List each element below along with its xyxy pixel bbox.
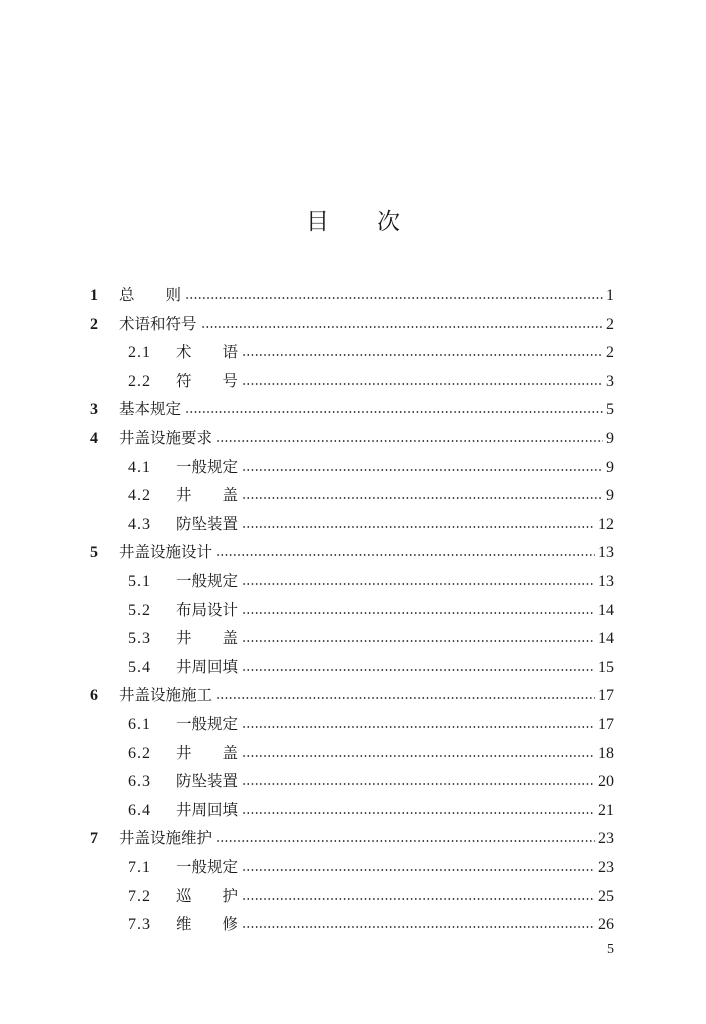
- page-number: 5: [607, 942, 614, 957]
- toc-entry-number: 4.3: [128, 515, 151, 533]
- toc-entry[interactable]: [0, 763, 706, 791]
- toc-entry-label: 井 盖: [176, 629, 239, 648]
- toc-entry-number: 4: [90, 430, 98, 447]
- toc-entry-label: 一般规定: [176, 715, 239, 733]
- toc-entry[interactable]: [0, 592, 706, 620]
- toc-entry-page: 17: [598, 687, 614, 705]
- toc-entry-page: 21: [598, 801, 614, 819]
- toc-entry-page: 2: [606, 344, 614, 362]
- toc-entry[interactable]: [0, 820, 706, 848]
- toc-entry-number: 7.1: [128, 859, 151, 876]
- toc-entry[interactable]: [0, 277, 706, 305]
- toc-leader-dots: [242, 640, 595, 642]
- toc-entry-label: 术语和符号: [119, 314, 197, 333]
- toc-entry-page: 18: [598, 744, 614, 762]
- toc-entry-number: 4.2: [128, 487, 151, 505]
- toc-entry-page: 17: [598, 716, 614, 733]
- toc-entry-label: 总 则: [119, 286, 182, 304]
- toc-entry-number: 6.4: [128, 801, 151, 819]
- title-char-2: 次: [377, 209, 400, 235]
- toc-leader-dots: [242, 354, 603, 356]
- toc-entry-number: 7.3: [128, 916, 151, 934]
- toc-entry-number: 6.1: [128, 716, 151, 733]
- toc-entry-page: 3: [606, 372, 614, 390]
- toc-entry-number: 5.1: [128, 573, 151, 590]
- toc-entry-number: 6.3: [128, 773, 151, 791]
- toc-entry[interactable]: [0, 506, 706, 534]
- toc-entry-page: 14: [598, 601, 614, 619]
- toc-entry-page: 25: [598, 887, 614, 905]
- toc-entry-number: 7.2: [128, 887, 151, 905]
- toc-entry-number: 2: [90, 315, 98, 333]
- toc-leader-dots: [242, 469, 603, 471]
- toc-entry-label: 防坠装置: [176, 772, 239, 791]
- toc-entry[interactable]: [0, 306, 706, 334]
- toc-leader-dots: [201, 326, 603, 328]
- toc-entry[interactable]: [0, 620, 706, 648]
- toc-entry[interactable]: [0, 649, 706, 677]
- toc-entry-page: 13: [598, 544, 614, 562]
- toc-leader-dots: [216, 554, 595, 556]
- toc-entry-number: 2.2: [128, 372, 151, 390]
- toc-entry[interactable]: [0, 735, 706, 763]
- toc-entry-label: 布局设计: [176, 600, 239, 619]
- toc-leader-dots: [185, 297, 603, 299]
- toc-entry-label: 井盖设施施工: [119, 686, 213, 705]
- toc-entry-page: 23: [598, 830, 614, 848]
- toc-entry-label: 基本规定: [119, 400, 182, 419]
- toc-entry-number: 5.4: [128, 658, 151, 676]
- toc-entry-label: 巡 护: [176, 886, 239, 905]
- toc-entry-number: 7: [90, 830, 98, 848]
- toc-entry-label: 井盖设施要求: [119, 429, 213, 447]
- toc-entry[interactable]: [0, 563, 706, 591]
- toc-entry[interactable]: [0, 391, 706, 419]
- toc-entry-page: 2: [606, 315, 614, 333]
- toc-entry-page: 9: [606, 458, 614, 476]
- toc-leader-dots: [216, 697, 595, 699]
- toc-entry-number: 5.3: [128, 630, 151, 648]
- toc-entry-page: 23: [598, 859, 614, 876]
- toc-entry-number: 1: [90, 287, 98, 304]
- toc-entry-label: 一般规定: [176, 858, 239, 876]
- toc-entry-page: 1: [606, 287, 614, 304]
- toc-entry-label: 井 盖: [176, 486, 239, 505]
- toc-entry-page: 15: [598, 658, 614, 676]
- toc-leader-dots: [242, 812, 595, 814]
- toc-leader-dots: [242, 869, 595, 871]
- toc-entry-label: 维 修: [176, 915, 239, 934]
- toc-leader-dots: [242, 755, 595, 757]
- toc-entry[interactable]: [0, 906, 706, 934]
- toc-entry-label: 井盖设施设计: [119, 543, 213, 562]
- toc-entry-number: 5: [90, 544, 98, 562]
- toc-leader-dots: [216, 440, 603, 442]
- toc-entry-page: 13: [598, 573, 614, 590]
- toc-entry-label: 符 号: [176, 371, 239, 390]
- toc-leader-dots: [242, 783, 595, 785]
- toc-leader-dots: [242, 497, 603, 499]
- toc-leader-dots: [242, 669, 595, 671]
- toc-entry-number: 3: [90, 401, 98, 419]
- toc-leader-dots: [242, 383, 603, 385]
- toc-entry-page: 5: [606, 401, 614, 419]
- toc-entry-label: 一般规定: [176, 457, 239, 476]
- toc-entry[interactable]: [0, 477, 706, 505]
- toc-leader-dots: [242, 898, 595, 900]
- toc-leader-dots: [185, 411, 603, 413]
- toc-entry[interactable]: [0, 449, 706, 477]
- toc-entry[interactable]: [0, 849, 706, 877]
- toc-entry-page: 20: [598, 773, 614, 791]
- toc-entry-label: 井周回填: [176, 657, 239, 676]
- toc-leader-dots: [242, 526, 595, 528]
- toc-leader-dots: [242, 583, 595, 585]
- toc-entry[interactable]: [0, 792, 706, 820]
- toc-entry[interactable]: [0, 363, 706, 391]
- toc-entry-number: 6.2: [128, 744, 151, 762]
- page-title: [0, 203, 706, 236]
- toc-leader-dots: [216, 840, 595, 842]
- toc-entry-page: 9: [606, 430, 614, 447]
- toc-entry[interactable]: [0, 334, 706, 362]
- toc-entry-number: 5.2: [128, 601, 151, 619]
- toc-entry-number: 4.1: [128, 458, 151, 476]
- toc-entry-label: 防坠装置: [176, 514, 239, 533]
- toc-entry[interactable]: [0, 706, 706, 734]
- toc-entry-page: 26: [598, 916, 614, 934]
- toc-entry[interactable]: [0, 534, 706, 562]
- toc-entry-page: 12: [598, 515, 614, 533]
- toc-leader-dots: [242, 612, 595, 614]
- toc-entry-label: 术 语: [176, 343, 239, 362]
- toc-entry-label: 井周回填: [176, 800, 239, 819]
- toc-entry-number: 6: [90, 687, 98, 705]
- toc-entry-number: 2.1: [128, 344, 151, 362]
- title-char-1: 目: [306, 209, 329, 235]
- toc-entry-page: 9: [606, 487, 614, 505]
- toc-entry-page: 14: [598, 630, 614, 648]
- toc-entry[interactable]: [0, 878, 706, 906]
- toc-entry-label: 井 盖: [176, 743, 239, 762]
- toc-entry-label: 井盖设施维护: [119, 829, 213, 848]
- toc-entry[interactable]: [0, 677, 706, 705]
- toc-entry[interactable]: [0, 420, 706, 448]
- toc-entry-label: 一般规定: [176, 572, 239, 590]
- toc-leader-dots: [242, 726, 595, 728]
- toc-leader-dots: [242, 926, 595, 928]
